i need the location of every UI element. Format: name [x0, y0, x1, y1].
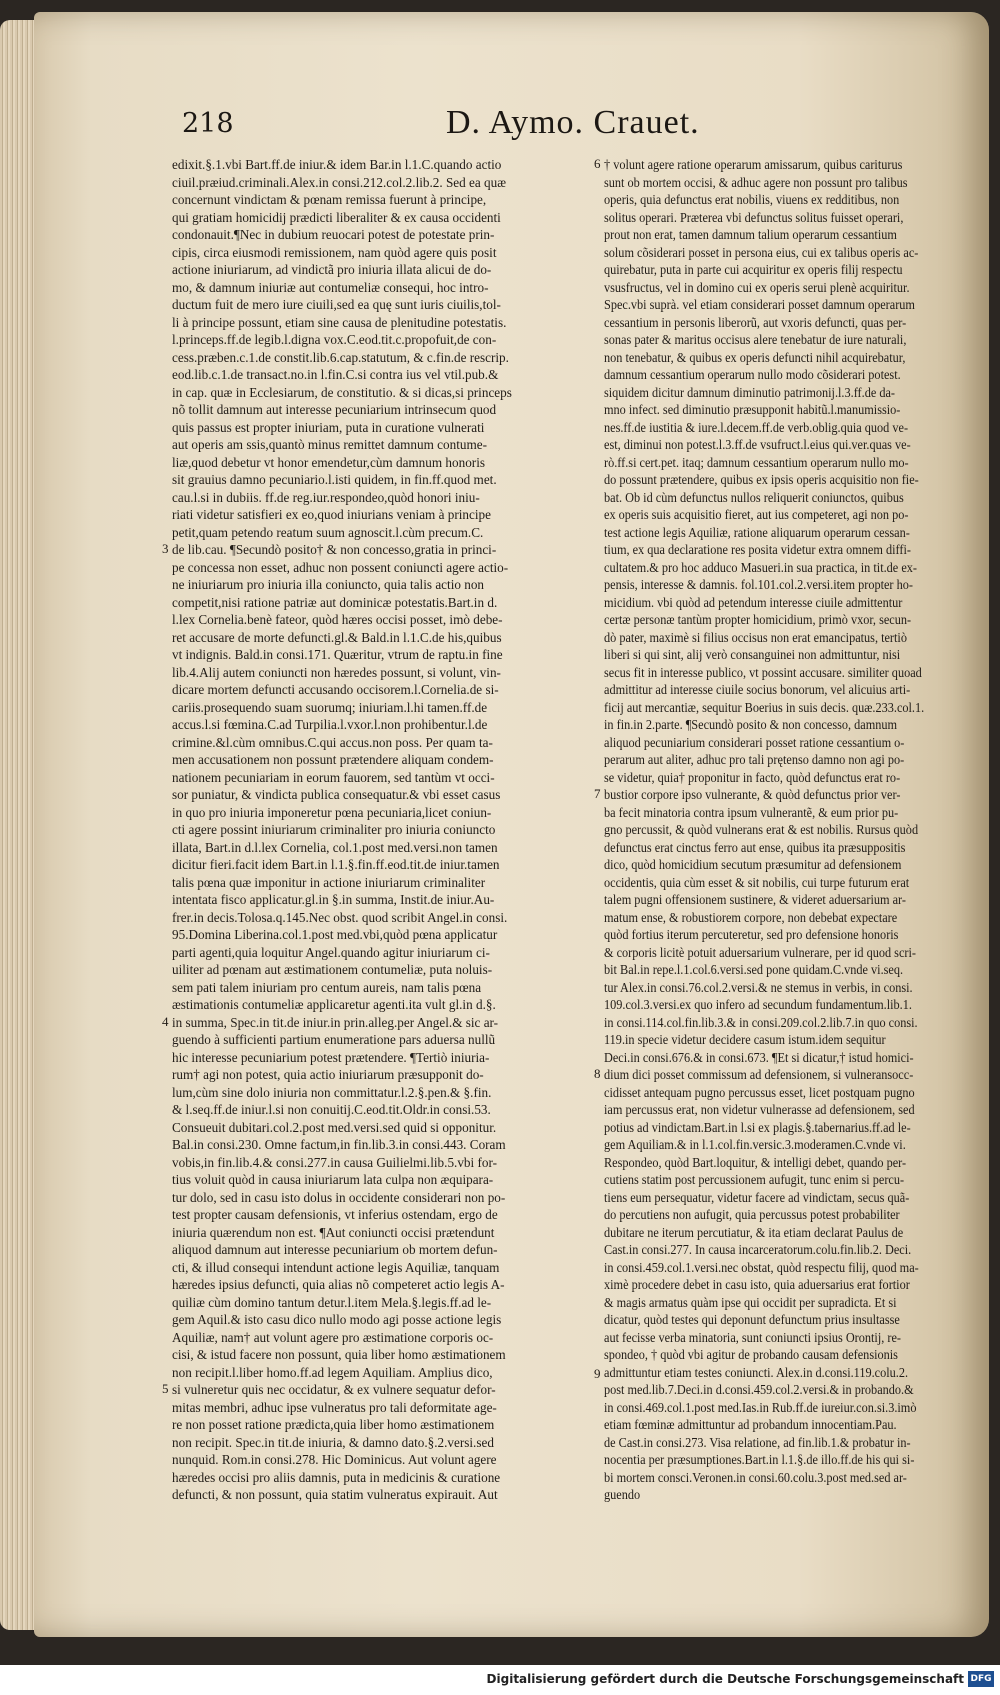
- text-line: aut fecisse verba minatoria, sunt coniuncti ipsius Orontij, re-: [604, 1329, 902, 1345]
- text-line: 109.col.3.versi.ex quo infero ad secundum fundamentum.lib.1.: [604, 997, 912, 1012]
- text-line: lum,cùm sine dolo iniuria non committatur.l.2.§.pen.& §.fin.: [172, 1084, 492, 1100]
- text-line: quirebatur, puta in parte cui acquiritur ex operis filij respectu: [604, 262, 903, 277]
- right-text-column: [604, 156, 984, 1504]
- text-line: hæredes occisi pro aliis damnis, puta in medicinis & curatione: [172, 1469, 501, 1485]
- text-line: damnum cessantium operarum nullo modo cõsiderari potest.: [604, 367, 901, 382]
- text-line: dò pater, maximè si filius occisus non erat emancipatus, tertiò: [604, 629, 907, 645]
- text-line: talem pugni offensionem sustinere, & videret aduersarium ar-: [604, 892, 906, 907]
- text-line: sit grauius damno pecuniario.l.isti quidem, in fin.ff.quod met.: [172, 472, 497, 487]
- text-line: l.lex Cornelia.benè fateor, quòd hæres occisi posset, imò debe-: [172, 612, 503, 627]
- text-line: vobis,in fin.lib.4.& consi.277.in causa Guilielmi.lib.5.vbi for-: [172, 1154, 497, 1170]
- text-line: liberi si qui sint, alij verò consanguinei non admittuntur, nisi: [604, 647, 901, 662]
- text-line: vsusfructus, vel in domino cui ex operis serui plenè acquiritur.: [604, 279, 910, 295]
- text-line: 119.in specie videtur decidere casum istum.idem sequitur: [604, 1032, 886, 1047]
- text-line: cess.præben.c.1.de constit.lib.6.cap.statutum, & c.fin.de rescrip.: [172, 349, 509, 365]
- text-line: dicitur fieri.facit idem Bart.in l.1.§.fin.ff.eod.tit.de iniur.tamen: [172, 857, 500, 872]
- text-line: nõ tollit damnum aut interesse pecuniarium intrinsecum quod: [172, 402, 497, 417]
- text-line: † volunt agere ratione operarum amissarum, quibus cariturus: [604, 157, 903, 172]
- text-line: ciuil.præiud.criminali.Alex.in consi.212.col.2.lib.2. Sed ea quæ: [172, 174, 507, 190]
- text-line: siquidem dicitur damnum diminutio patrimonij.l.3.ff.de da-: [604, 384, 896, 400]
- text-line: dubitare ne iterum percutiatur, & ita etiam declarat Paulus de: [604, 1224, 904, 1240]
- text-line: bat. Ob id cùm defunctus nullos reliquerit coniunctos, quibus: [604, 489, 904, 505]
- text-line: aliquod damnum aut interesse pecuniarium ob mortem defun-: [172, 1242, 498, 1257]
- text-line: test propter causam defensionis, vt inferius ostendam, ergo de: [172, 1207, 498, 1222]
- text-line: dicare mortem defuncti accusando occisorem.l.Cornelia.de si-: [172, 682, 499, 697]
- text-line: nunquid. Rom.in consi.278. Hic Dominicus. Aut volunt agere: [172, 1452, 497, 1467]
- text-line: cessantium in personis liberorũ, aut vxoris defuncti, quas per-: [604, 314, 907, 330]
- text-line: ductum fuit de mero iure ciuili,sed ea quę sunt iuris ciuilis,tol-: [172, 297, 501, 312]
- text-line: certæ personæ tantùm propter homicidium, primò vxor, secun-: [604, 612, 912, 627]
- text-line: tur Alex.in consi.76.col.2.versi.& ne stemus in verbis, in consi.: [604, 979, 913, 995]
- text-line: guendo: [604, 1487, 641, 1502]
- margin-number-3: 3: [162, 541, 169, 556]
- text-line: parti agenti,quia loquitur Angel.quando agitur iniuriarum ci-: [172, 944, 490, 960]
- text-line: tur dolo, sed in casu isto dolus in occidente considerari non po-: [172, 1189, 506, 1205]
- text-line: non recipit. Spec.in tit.de iniuria, & damno dato.§.2.versi.sed: [172, 1434, 494, 1450]
- margin-number-4: 4: [162, 1014, 169, 1029]
- text-line: est, diminui non potest.l.3.ff.de vsufruct.l.eius qui.ver.quas ve-: [604, 437, 911, 452]
- text-line: condonauit.¶Nec in dubium reuocari potest de potestate prin-: [172, 227, 495, 242]
- text-line: mo, & damnum iniuriæ aut contumeliæ consequi, hoc intro-: [172, 279, 489, 295]
- digitization-footer: [0, 1665, 1000, 1695]
- text-line: Consueuit dubitari.col.2.post med.versi.sed quid si opponitur.: [172, 1119, 497, 1135]
- text-line: liæ,quod debetur vt honor emendetur,cùm damnum honoris: [172, 454, 485, 470]
- page-number: 218: [182, 108, 234, 139]
- footer-credit: Digitalisierung gefördert durch die Deutsche Forschungsgemeinschaft: [486, 1672, 964, 1686]
- text-line: Spec.vbi suprà. vel etiam considerari posset damnum operarum: [604, 297, 915, 312]
- text-line: & magis armatus quàm ipse qui occidit per supradicta. Et si: [604, 1294, 897, 1310]
- text-line: do possunt prætendere, quibus ex ipsis operis acquisitio non fie-: [604, 472, 919, 487]
- text-line: se videtur, quia† proponitur in facto, quòd defunctus erat ro-: [604, 769, 901, 785]
- text-line: gem Aquiliam.& in l.1.col.fin.versic.3.moderamen.C.vnde vi.: [604, 1137, 906, 1152]
- text-line: hæredes ipsius defuncti, quia alias nõ competeret actio legis A-: [172, 1277, 505, 1292]
- text-line: sor puniatur, & vindicta publica consequatur.& vbi esset casus: [172, 787, 501, 802]
- text-line: pe concessa non esset, adhuc non possent coniuncti agere actio-: [172, 559, 509, 575]
- text-line: crimine.&l.cùm omnibus.C.qui accus.non poss. Per quam ta-: [172, 734, 493, 750]
- text-line: in quo pro iniuria imponeretur pœna pecuniaria,licet coniun-: [172, 804, 492, 820]
- text-line: prout non erat, tamen damnum talium operarum cessantium: [604, 227, 897, 242]
- text-line: si vulneretur quis nec occidatur, & ex vulnere sequatur defor-: [172, 1382, 496, 1397]
- text-line: riati videtur satisfieri ex eo,quod iniurians veniam à principe: [172, 507, 491, 522]
- text-line: intentata fisco applicatur.gl.in §.in summa, Instit.de iniur.Au-: [172, 892, 495, 907]
- text-line: l.princeps.ff.de legib.l.digna vox.C.eod.tit.c.propofuit,de con-: [172, 332, 497, 347]
- text-line: defunctus erat cinctus ferro aut ense, quibus ita præsuppositis: [604, 839, 906, 855]
- text-line: tiens eum persequatur, videtur facere ad vindictam, secus quã-: [604, 1189, 910, 1205]
- text-line: quis passus est propter iniuriam, puta in curatione vulnerati: [172, 419, 485, 435]
- text-line: tius voluit quòd in causa iniuriarum lata culpa non æquipara-: [172, 1172, 494, 1187]
- text-line: perarum aut aliter, adhuc pro tali prętenso damno non agi po-: [604, 752, 905, 767]
- margin-number-7: 7: [594, 786, 601, 801]
- text-line: operis, quia defunctus erat nobilis, viuens ex redditibus, non: [604, 192, 900, 207]
- text-line: Bal.in consi.230. Omne factum,in fin.lib.3.in consi.443. Coram: [172, 1137, 506, 1152]
- text-line: rum† agi non potest, quia actio iniuriarum præsupponit do-: [172, 1067, 484, 1082]
- text-line: eod.lib.c.1.de transact.no.in l.fin.C.si contra ius vel vtil.pub.&: [172, 367, 499, 382]
- text-line: cti, & illud consequi intendunt actione legis Aquiliæ, tanquam: [172, 1259, 500, 1275]
- text-line: in fin.in 2.parte. ¶Secundò posito & non concesso, damnum: [604, 717, 898, 732]
- text-line: de Cast.in consi.273. Visa relatione, ad fin.lib.1.& probatur in-: [604, 1434, 911, 1450]
- text-line: cti agere possint iniuriarum criminaliter pro iniuria coniuncto: [172, 822, 496, 837]
- text-line: hic interesse pecuniarium potest prætendere. ¶Tertiò iniuria-: [172, 1049, 490, 1065]
- text-line: rò.ff.si cert.pet. itaq; damnum cessantium operarum nullo mo-: [604, 454, 909, 470]
- text-line: iam percussus erat, non videtur vulnerasse ad defensionem, sed: [604, 1102, 915, 1117]
- text-line: micidium. vbi quòd ad petendum interesse ciuile admittentur: [604, 594, 903, 610]
- margin-number-6: 6: [594, 156, 601, 171]
- text-line: aut operis am ssis,quantò minus remittet damnum contume-: [172, 437, 487, 452]
- text-line: pensis, interesse & damnis. fol.101.col.2.versi.item propter ho-: [604, 577, 913, 592]
- page-header: [182, 104, 982, 158]
- text-line: nationem pecuniariam in eorum fauorem, sed tantùm vt occi-: [172, 769, 495, 785]
- text-line: Cast.in consi.277. In causa incarceratorum.colu.fin.lib.2. Deci.: [604, 1242, 912, 1257]
- text-line: non tenebatur, & quibus ex operis defuncti nihil acquirebatur,: [604, 349, 906, 365]
- text-line: potius ad vindictam.Bart.in l.si ex plagis.§.tabernarius.ff.ad le-: [604, 1119, 911, 1135]
- text-line: occidentis, quia cùm esset & sit nobilis, cui turpe futurum erat: [604, 874, 910, 890]
- text-line: gem Aquil.& isto casu dico nullo modo agi posse actione legis: [172, 1312, 502, 1327]
- text-line: spondeo, † quòd vbi agitur de probando causam defensionis: [604, 1347, 898, 1362]
- running-head: D. Aymo. Crauet.: [446, 104, 700, 141]
- text-line: matum ense, & robustiorem corpore, non debebat expectare: [604, 909, 898, 925]
- text-line: solitus operari. Præterea vbi defunctus solitus fuisset operari,: [604, 209, 904, 225]
- left-text-column: [172, 156, 592, 1504]
- text-line: re non posset ratione prædicta,quia liber homo æstimationem: [172, 1417, 495, 1432]
- text-line: li à principe possunt, etiam sine causa de plenitudine potestatis.: [172, 314, 507, 330]
- text-line: gno percussit, & quòd vulnerans erat & est nobilis. Rursus quòd: [604, 822, 919, 837]
- text-line: tium, ex qua declaratione res posita videtur extra omnem diffi-: [604, 542, 911, 557]
- text-line: nes.ff.de iustitia & iure.l.decem.ff.de verb.oblig.quia quod ve-: [604, 419, 909, 435]
- text-line: Respondeo, quòd Bart.loquitur, & intelligi debet, quando per-: [604, 1154, 907, 1170]
- text-line: æstimationis contumeliæ applicaretur agenti.ita vult gl.in d.§.: [172, 997, 496, 1012]
- text-line: secus fit in interesse publico, vt possint accusare. similiter quoad: [604, 664, 922, 680]
- text-line: bi mortem consci.Veronen.in consi.60.colu.3.post med.sed ar-: [604, 1469, 907, 1485]
- text-line: admittuntur etiam testes coniuncti. Alex.in d.consi.119.colu.2.: [604, 1364, 909, 1380]
- dfg-logo: DFG: [968, 1671, 994, 1687]
- text-line: cau.l.si in dubiis. ff.de reg.iur.respondeo,quòd honori iniu-: [172, 489, 480, 505]
- text-line: quòd fortius iterum percuteretur, sed pro defensione honoris: [604, 927, 899, 942]
- text-line: ficij aut mercantiæ, sequitur Boerius in suis decis. quæ.233.col.1.: [604, 699, 925, 715]
- text-line: men accusationem non possunt prætendere aliquam condem-: [172, 752, 494, 767]
- text-line: cipis, circa eiusmodi remissionem, nam quòd agere quis posit: [172, 244, 497, 260]
- text-line: dicatur, quòd testes qui deponunt defunctum prius insultasse: [604, 1312, 900, 1327]
- text-line: sonas pater & maritus occisus alere tenebatur de iure naturali,: [604, 332, 907, 347]
- text-line: Aquiliæ, nam† aut volunt agere pro æstimatione corporis oc-: [172, 1329, 494, 1345]
- margin-number-5: 5: [162, 1381, 169, 1396]
- text-line: etiam fœminæ admittuntur ad probandum innocentiam.Pau.: [604, 1417, 897, 1432]
- text-line: competit,nisi ratione patriæ aut dominicæ potestatis.Bart.in d.: [172, 594, 498, 610]
- text-line: concernunt vindictam & pœnam remissa fuerunt à principe,: [172, 192, 487, 207]
- text-line: ex operis suis acquisitio fieret, aut ius competeret, agi non po-: [604, 507, 909, 522]
- text-line: bit Bal.in repe.l.1.col.6.versi.sed pone quidam.C.vnde vi.seq.: [604, 962, 904, 977]
- text-line: sunt ob mortem occisi, & adhuc agere non possunt pro talibus: [604, 174, 908, 190]
- text-line: in consi.459.col.1.versi.nec obstat, quòd respectu filij, quod ma-: [604, 1259, 919, 1275]
- text-line: dico, quòd homicidium secutum præsumitur ad defensionem: [604, 857, 902, 872]
- text-line: edixit.§.1.vbi Bart.ff.de iniur.& idem Bar.in l.1.C.quando actio: [172, 157, 502, 172]
- text-line: bustior corpore ipso vulnerante, & quòd defunctus prior ver-: [604, 787, 901, 802]
- text-line: lib.4.Alij autem coniuncti non hæredes possunt, si volunt, vin-: [172, 664, 501, 680]
- text-line: cultatem.& pro hoc adduco Masueri.in sua practica, in tit.de ex-: [604, 559, 917, 575]
- text-line: ret accusare de morte defuncti.gl.& Bald.in l.1.C.de his,quibus: [172, 629, 502, 645]
- text-line: post med.lib.7.Deci.in d.consi.459.col.2.versi.& in probando.&: [604, 1382, 914, 1397]
- text-line: petit,quam petendo reatum suum agnoscit.l.cùm precum.C.: [172, 524, 484, 540]
- text-line: uiliter ad pœnam aut æstimationem contumeliæ, puta noluis-: [172, 962, 493, 977]
- text-line: accus.l.si fœmina.C.ad Turpilia.l.vxor.l.non prohibentur.l.de: [172, 717, 488, 732]
- text-line: & l.seq.ff.de iniur.l.si non conuitij.C.eod.tit.Oldr.in consi.53.: [172, 1102, 491, 1117]
- text-line: mitas membri, adhuc ipse vulneratus pro tali deformitate age-: [172, 1399, 497, 1415]
- text-line: & corporis licitè potuit aduersarium vulnerare, per id quod scri-: [604, 944, 916, 960]
- text-line: in cap. quæ in Ecclesiarum, de constitutio. & si dicas,si princeps: [172, 384, 512, 400]
- text-line: ne iniuriarum pro iniuria illa coniuncto, quia talis actio non: [172, 577, 485, 592]
- text-line: frer.in decis.Tolosa.q.145.Nec obst. quod scribit Angel.in consi.: [172, 909, 508, 925]
- text-line: ximè procedere debet in casu isto, quia aduersarius erat fortior: [604, 1277, 910, 1292]
- text-line: de lib.cau. ¶Secundò posito† & non concesso,gratia in princi-: [172, 542, 497, 557]
- book-page-edges: [0, 20, 38, 1630]
- text-line: cariis.prosequendo suam suorumq; iniuriam.l.hi tamen.ff.de: [172, 699, 488, 715]
- margin-number-8: 8: [594, 1066, 601, 1081]
- text-line: guendo à sufficienti partium enumeratione pars aduersa nullũ: [172, 1032, 496, 1047]
- text-line: cidisset antequam pugno percussus esset, licet postquam pugno: [604, 1084, 915, 1100]
- text-line: do percutiens non aufugit, quia percussus potest probabiliter: [604, 1207, 900, 1222]
- text-line: vt indignis. Bald.in consi.171. Quæritur, vtrum de raptu.in fine: [172, 647, 503, 662]
- text-line: illata, Bart.in d.l.lex Cornelia, col.1.post med.versi.non tamen: [172, 839, 498, 855]
- text-line: Deci.in consi.676.& in consi.673. ¶Et si dicatur,† istud homici-: [604, 1049, 914, 1065]
- text-line: talis pœna quæ imponitur in actione iniuriarum criminaliter: [172, 874, 486, 890]
- text-line: in consi.114.col.fin.lib.3.& in consi.209.col.2.lib.7.in quo consi.: [604, 1014, 918, 1030]
- text-line: cutiens statim post percussionem aufugit, tunc enim si percu-: [604, 1172, 905, 1187]
- text-line: solum cõsiderari posset in persona eius, cui ex talibus operis ac-: [604, 244, 919, 260]
- text-line: quiliæ cùm domino tantum detur.l.item Mela.§.legis.ff.ad le-: [172, 1294, 492, 1310]
- text-line: 95.Domina Liberina.col.1.post med.vbi,quòd pœna applicatur: [172, 927, 498, 942]
- text-line: non recipit.l.liber homo.ff.ad legem Aquiliam. Amplius dico,: [172, 1364, 493, 1380]
- text-line: admittitur ad interesse ciuile socius bonorum, vel alicuius arti-: [604, 682, 911, 697]
- text-line: nocentia per præsumptiones.Bart.in l.1.§.de illo.ff.de his qui si-: [604, 1452, 915, 1467]
- text-line: aliquod pecuniarium considerari posset ratione cessantium o-: [604, 734, 905, 750]
- text-line: ba fecit minatoria contra ipsum vulnerantẽ, & eum prior pu-: [604, 804, 899, 820]
- margin-number-9: 9: [594, 1366, 601, 1381]
- text-line: in summa, Spec.in tit.de iniur.in prin.alleg.per Angel.& sic ar-: [172, 1014, 499, 1030]
- text-line: cisi, & istud facere non possunt, quia liber homo æstimationem: [172, 1347, 506, 1362]
- text-line: iniuria quærendum non est. ¶Aut coniuncti occisi prætendunt: [172, 1224, 495, 1240]
- text-line: defuncti, & non possunt, quia statim vulneratus expirauit. Aut: [172, 1487, 498, 1502]
- text-line: actione iniuriarum, ad vindictã pro iniuria illata alicui de do-: [172, 262, 492, 277]
- text-line: in consi.469.col.1.post med.Ias.in Rub.ff.de iureiur.con.si.3.imò: [604, 1399, 917, 1415]
- text-line: test actione legis Aquiliæ, ratione aliquarum operarum cessan-: [604, 524, 910, 540]
- text-line: dium dici posset commissum ad defensionem, si vulneransocc-: [604, 1067, 914, 1082]
- text-line: mno infect. sed diminutio præsupponit habitũ.l.manumissio-: [604, 402, 901, 417]
- text-line: sem pati talem iniuriam pro centum aureis, nam talis pœna: [172, 979, 482, 995]
- text-line: qui gratiam homicidij prædicti liberaliter & ex causa occidenti: [172, 209, 501, 225]
